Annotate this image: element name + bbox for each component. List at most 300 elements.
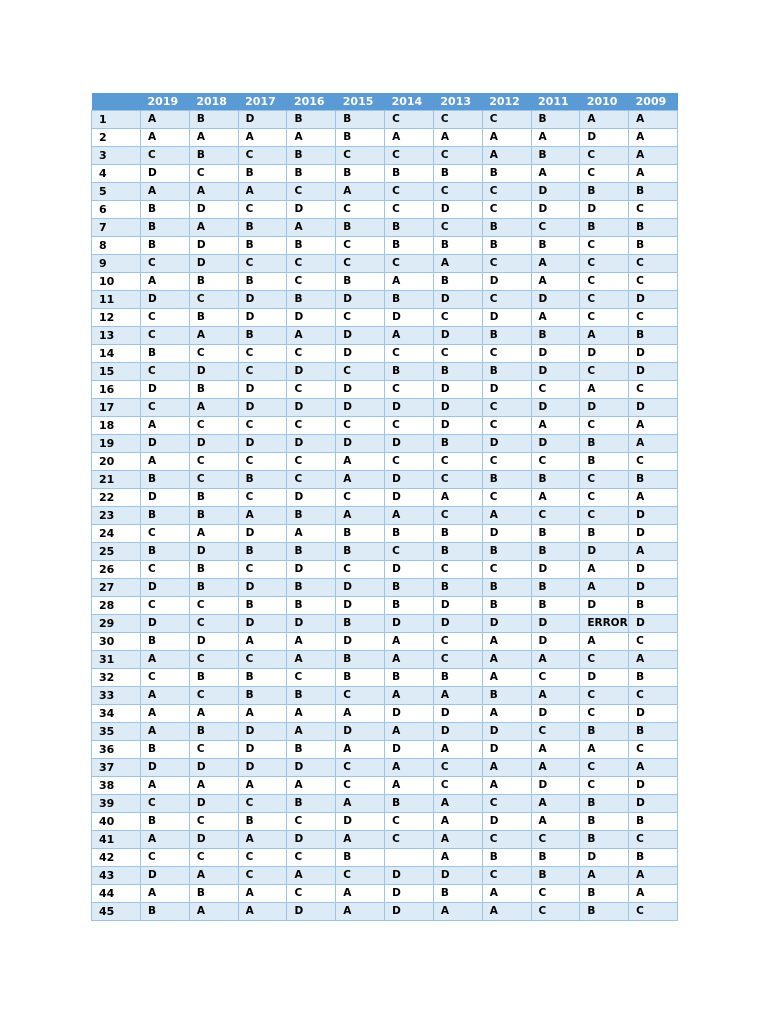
answer-cell: C [580,237,629,255]
answer-cell: D [287,903,336,921]
answer-cell: B [141,813,190,831]
answer-cell: A [531,741,580,759]
answer-cell: A [482,651,531,669]
answer-cell: A [482,777,531,795]
answer-cell: B [385,219,434,237]
answer-cell: A [482,903,531,921]
table-row [92,471,678,489]
answer-cell: D [189,543,238,561]
answer-cell: A [189,525,238,543]
answer-cell: A [238,831,287,849]
answer-cell: C [629,741,678,759]
table-row [92,345,678,363]
answer-cell: D [238,381,287,399]
table-row [92,525,678,543]
answer-cell: B [238,813,287,831]
question-number: 16 [92,381,141,399]
question-number: 1 [92,111,141,129]
answer-cell: C [287,669,336,687]
answer-cell: D [531,615,580,633]
answer-cell: A [629,129,678,147]
answer-cell: D [238,723,287,741]
answer-cell: B [629,327,678,345]
answer-cell: C [238,363,287,381]
answer-cell: B [189,579,238,597]
answer-cell: C [336,417,385,435]
answer-cell: C [141,525,190,543]
answer-cell: A [141,111,190,129]
answer-cell: D [629,561,678,579]
answer-cell: B [531,867,580,885]
answer-cell: A [336,453,385,471]
answer-cell: D [629,345,678,363]
answer-cell: C [141,147,190,165]
answer-cell: A [238,633,287,651]
answer-cell: B [141,219,190,237]
answer-cell: C [141,363,190,381]
question-number: 13 [92,327,141,345]
answer-cell: A [433,129,482,147]
table-row [92,273,678,291]
answer-cell: A [238,183,287,201]
answer-cell: C [238,795,287,813]
table-row [92,795,678,813]
answer-cell: D [580,201,629,219]
table-row [92,813,678,831]
answer-cell: C [385,381,434,399]
answer-cell: A [238,903,287,921]
answer-cell: D [629,291,678,309]
table-row [92,831,678,849]
answer-cell: A [433,489,482,507]
answer-cell: A [141,651,190,669]
answer-cell: A [287,327,336,345]
answer-cell: B [433,237,482,255]
answer-cell: C [580,309,629,327]
answer-cell: B [287,579,336,597]
table-row [92,435,678,453]
answer-cell: C [433,147,482,165]
answer-cell: A [433,687,482,705]
answer-cell: B [385,597,434,615]
answer-cell: A [141,705,190,723]
answer-cell: B [482,327,531,345]
table-row [92,633,678,651]
answer-cell: D [238,525,287,543]
answer-cell: C [629,453,678,471]
answer-cell: A [336,831,385,849]
answer-cell: B [189,669,238,687]
answer-cell: C [385,345,434,363]
answer-cell: B [629,183,678,201]
answer-cell: C [141,309,190,327]
answer-cell: B [189,381,238,399]
answer-cell: B [629,849,678,867]
answer-cell: A [580,561,629,579]
answer-cell: C [189,687,238,705]
answer-cell: B [580,795,629,813]
answer-cell: C [238,201,287,219]
answer-cell: C [433,471,482,489]
answer-cell: B [580,435,629,453]
answer-cell: A [433,903,482,921]
table-body [92,111,678,921]
answer-cell: A [629,651,678,669]
question-number: 26 [92,561,141,579]
answer-cell: A [238,885,287,903]
answer-cell: A [482,129,531,147]
answer-cell: D [336,327,385,345]
answer-cell: B [482,219,531,237]
answer-cell: D [531,777,580,795]
answer-cell: A [482,507,531,525]
answer-cell: C [141,561,190,579]
question-number: 27 [92,579,141,597]
answer-cell: B [531,147,580,165]
answer-cell: C [189,453,238,471]
question-number: 42 [92,849,141,867]
answer-cell: D [482,615,531,633]
answer-cell: D [141,165,190,183]
answer-cell: D [580,399,629,417]
answer-cell: B [580,813,629,831]
table-row [92,165,678,183]
answer-cell: C [482,417,531,435]
answer-cell: D [238,579,287,597]
answer-cell: C [482,831,531,849]
question-number: 30 [92,633,141,651]
answer-cell: D [385,903,434,921]
answer-cell: D [531,183,580,201]
answer-cell: A [629,165,678,183]
answer-cell: D [580,669,629,687]
answer-cell: B [482,471,531,489]
answer-cell: C [629,255,678,273]
answer-cell: C [336,561,385,579]
question-number: 35 [92,723,141,741]
year-header-2012: 2012 [482,93,531,111]
answer-cell: B [482,687,531,705]
answer-cell: B [287,147,336,165]
answer-cell: D [531,633,580,651]
answer-cell: D [385,435,434,453]
table-row [92,723,678,741]
question-number: 19 [92,435,141,453]
answer-cell: D [287,561,336,579]
answer-cell: A [238,705,287,723]
question-number: 15 [92,363,141,381]
answer-cell: D [189,633,238,651]
answer-cell: B [336,849,385,867]
answer-cell: C [141,399,190,417]
question-number: 39 [92,795,141,813]
answer-cell: A [629,417,678,435]
answer-cell: C [580,759,629,777]
answer-cell: D [287,831,336,849]
answer-cell: D [385,741,434,759]
answer-cell: C [580,705,629,723]
answer-cell: D [287,759,336,777]
answer-cell: A [433,741,482,759]
answer-cell: C [287,885,336,903]
answer-cell: A [580,741,629,759]
answer-cell: A [189,327,238,345]
answer-cell: D [629,705,678,723]
answer-cell: B [189,561,238,579]
year-header-2019: 2019 [141,93,190,111]
answer-cell: A [433,795,482,813]
answer-cell: B [385,291,434,309]
table-row [92,777,678,795]
answer-cell: A [580,111,629,129]
table-header-row [92,93,678,111]
answer-cell: C [189,165,238,183]
answer-cell: D [189,831,238,849]
answer-cell: D [580,345,629,363]
answer-cell: C [238,345,287,363]
answer-cell: A [238,129,287,147]
answer-cell: C [189,345,238,363]
answer-cell: D [238,399,287,417]
answer-cell: A [141,687,190,705]
answer-cell: A [287,219,336,237]
answer-cell: C [482,867,531,885]
question-number: 4 [92,165,141,183]
answer-cell: A [336,741,385,759]
answer-cell: A [189,219,238,237]
answer-cell: C [238,255,287,273]
answer-cell: A [287,651,336,669]
answer-cell: A [629,885,678,903]
answer-cell: A [336,507,385,525]
answer-cell: D [141,435,190,453]
answer-cell: A [531,651,580,669]
answer-cell: D [482,309,531,327]
answer-cell: C [141,597,190,615]
table-row [92,417,678,435]
answer-cell: A [580,381,629,399]
year-header-2014: 2014 [385,93,434,111]
answer-cell: B [238,237,287,255]
answer-cell: C [238,867,287,885]
answer-cell: B [531,111,580,129]
answer-cell: A [482,147,531,165]
answer-cell: A [385,633,434,651]
answer-cell: C [482,201,531,219]
answer-cell: D [287,201,336,219]
table-row [92,147,678,165]
answer-cell: C [385,813,434,831]
answer-cell: A [287,705,336,723]
answer-cell: B [238,669,287,687]
answer-cell: B [238,687,287,705]
table-row [92,705,678,723]
answer-cell: B [629,723,678,741]
question-number: 31 [92,651,141,669]
answer-key-table [91,93,678,921]
answer-cell: C [482,561,531,579]
table-row [92,597,678,615]
year-header-2010: 2010 [580,93,629,111]
answer-cell: A [141,453,190,471]
answer-cell: A [531,309,580,327]
answer-cell: D [336,813,385,831]
table-row [92,111,678,129]
answer-cell: C [385,147,434,165]
answer-cell: C [629,273,678,291]
answer-cell: B [531,579,580,597]
answer-cell: D [141,489,190,507]
answer-cell: C [433,633,482,651]
question-number: 44 [92,885,141,903]
answer-cell: A [287,633,336,651]
answer-cell: D [141,579,190,597]
answer-cell: A [580,633,629,651]
answer-cell: B [189,507,238,525]
question-number: 10 [92,273,141,291]
answer-cell: A [336,903,385,921]
table-row [92,849,678,867]
answer-cell: A [433,255,482,273]
answer-cell: D [482,525,531,543]
answer-cell: B [385,525,434,543]
question-number: 21 [92,471,141,489]
answer-cell: B [580,453,629,471]
question-number: 12 [92,309,141,327]
answer-cell: C [482,345,531,363]
answer-cell: C [336,147,385,165]
answer-cell: B [141,237,190,255]
answer-cell: B [531,327,580,345]
answer-cell: B [385,237,434,255]
answer-cell: A [336,705,385,723]
answer-cell: C [433,651,482,669]
answer-cell: D [238,759,287,777]
question-number: 5 [92,183,141,201]
answer-cell: B [531,849,580,867]
question-number: 37 [92,759,141,777]
answer-cell: C [385,543,434,561]
answer-cell: C [189,741,238,759]
answer-cell: A [531,813,580,831]
answer-cell: C [433,507,482,525]
answer-cell: B [433,543,482,561]
table-row [92,237,678,255]
answer-cell: A [433,813,482,831]
answer-cell: A [531,255,580,273]
year-header-2013: 2013 [433,93,482,111]
answer-cell: D [189,759,238,777]
answer-cell: A [141,885,190,903]
answer-cell: D [580,543,629,561]
answer-cell: A [433,831,482,849]
answer-cell: C [189,813,238,831]
answer-cell: D [189,201,238,219]
answer-cell: A [531,795,580,813]
table-row [92,381,678,399]
answer-cell: B [189,489,238,507]
answer-cell: C [433,183,482,201]
answer-cell: B [238,327,287,345]
answer-cell: C [189,615,238,633]
answer-cell: D [482,381,531,399]
answer-cell: C [141,669,190,687]
answer-cell: A [580,327,629,345]
answer-cell: A [287,867,336,885]
answer-cell: B [336,273,385,291]
year-header-2011: 2011 [531,93,580,111]
answer-cell: B [629,219,678,237]
answer-cell: C [580,507,629,525]
answer-cell: C [482,399,531,417]
answer-cell: B [433,885,482,903]
answer-cell: D [238,615,287,633]
answer-cell: B [385,363,434,381]
answer-cell: A [189,903,238,921]
answer-cell: C [629,201,678,219]
answer-cell: A [238,777,287,795]
answer-cell: D [336,597,385,615]
answer-cell: C [580,273,629,291]
answer-cell: C [238,147,287,165]
table-row [92,489,678,507]
answer-cell: D [629,399,678,417]
answer-cell: A [336,183,385,201]
answer-cell: C [433,561,482,579]
answer-cell: D [531,399,580,417]
answer-cell: C [336,867,385,885]
answer-cell: C [287,273,336,291]
answer-cell: C [189,471,238,489]
answer-cell: C [238,651,287,669]
question-number: 28 [92,597,141,615]
answer-cell: C [238,489,287,507]
answer-cell: D [385,867,434,885]
answer-cell: A [141,831,190,849]
answer-cell: D [287,615,336,633]
answer-cell: D [189,363,238,381]
answer-cell: D [287,489,336,507]
answer-cell: C [189,597,238,615]
question-number: 6 [92,201,141,219]
question-number: 33 [92,687,141,705]
answer-cell: B [531,525,580,543]
answer-cell: D [531,561,580,579]
answer-cell: D [336,633,385,651]
answer-cell: A [482,705,531,723]
answer-cell: D [141,615,190,633]
answer-cell: C [580,471,629,489]
answer-cell: C [580,147,629,165]
answer-cell: B [482,597,531,615]
answer-cell: B [629,813,678,831]
table-row [92,669,678,687]
answer-cell: D [629,795,678,813]
answer-cell: A [189,129,238,147]
answer-cell: B [287,237,336,255]
answer-cell: C [433,111,482,129]
answer-cell: C [385,831,434,849]
answer-cell: B [629,237,678,255]
answer-cell: C [482,111,531,129]
question-number: 3 [92,147,141,165]
table-row [92,201,678,219]
answer-cell: B [336,651,385,669]
answer-cell: A [482,759,531,777]
answer-cell: C [531,903,580,921]
question-number: 7 [92,219,141,237]
answer-cell: A [433,849,482,867]
